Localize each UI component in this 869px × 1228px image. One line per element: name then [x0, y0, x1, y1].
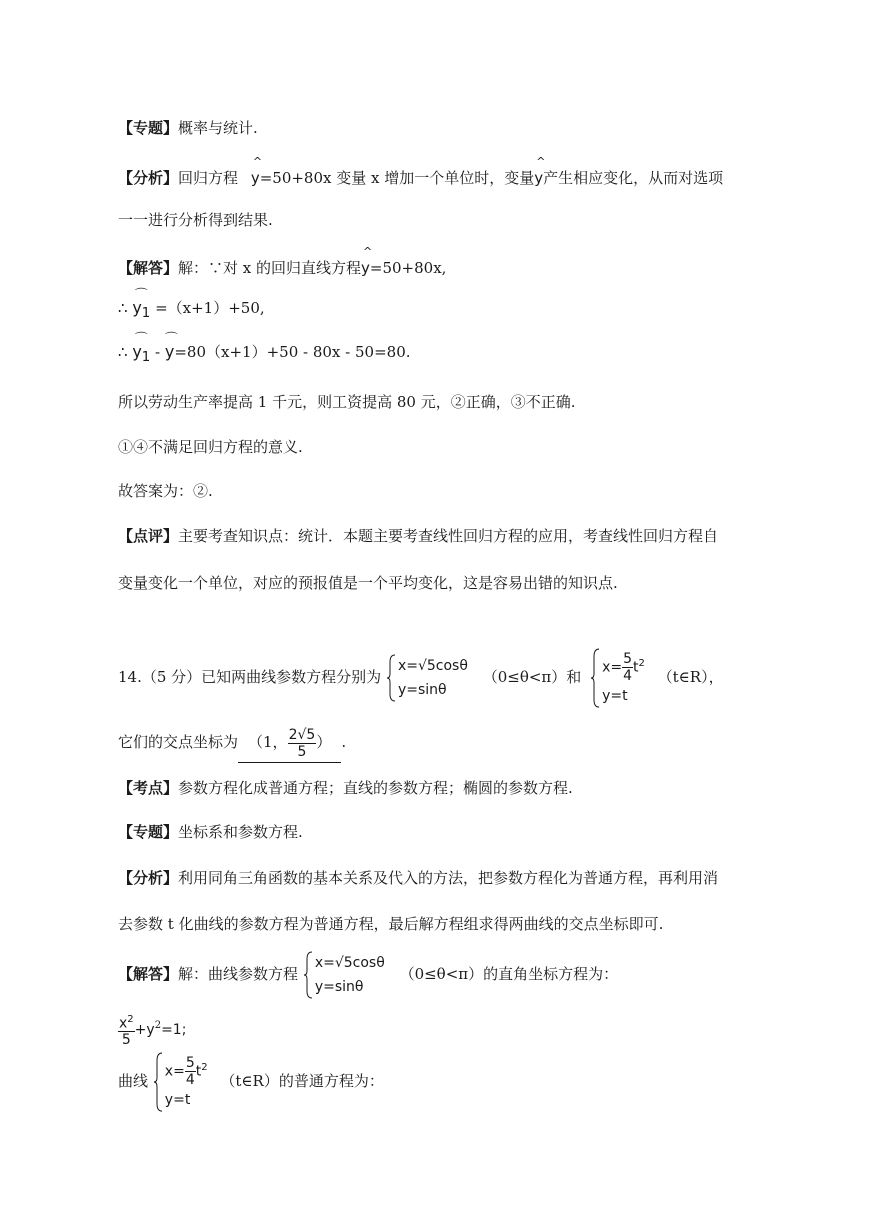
system-2-row-2: y=t: [602, 688, 628, 705]
solution2-range: （0≤θ<π）的直角坐标方程为：: [399, 965, 619, 983]
curve-label: 曲线: [118, 1072, 149, 1091]
topic-line-2: [118, 822, 303, 842]
ellipse-equation: $\frac{x^2}{5}$ $+y^2=1$;: [119, 1013, 187, 1049]
key-points-text: 参数方程化成普通方程；直线的参数方程；椭圆的参数方程.: [178, 779, 573, 797]
arc-mark: ⌒: [134, 288, 148, 303]
y-hat-2: ^ y: [534, 155, 546, 187]
analysis2-tag: 【分析】: [118, 869, 179, 887]
question-14: [118, 648, 724, 708]
analysis-line-2: [118, 210, 273, 230]
analysis-text-3: 一一进行分析得到结果.: [118, 211, 273, 229]
review-line-1: [118, 526, 718, 546]
analysis-text: 回归方程: [178, 169, 239, 187]
y-hat-3: ^ y: [361, 245, 373, 277]
solution2-line-1: [118, 950, 618, 999]
review-text-1: 主要考查知识点：统计．本题主要考查线性回归方程的应用，考查线性回归方程自: [178, 527, 719, 545]
analysis2-line-1: [118, 868, 718, 888]
therefore-symbol-2: ∴: [118, 343, 128, 361]
analysis-text-2: 产生相应变化，从而对选项: [543, 169, 724, 187]
topic-tag-2: 【专题】: [118, 823, 179, 841]
solution2-text: 解：曲线参数方程: [178, 965, 299, 983]
key-points-line: [118, 778, 573, 798]
y-hat: ^ y: [250, 155, 263, 187]
topic-line: [118, 118, 258, 138]
answer-blank: （1， $\frac{2√5}{5}$ ）: [238, 722, 341, 763]
brace-icon: [590, 648, 600, 708]
system-4-row-1: x= $\frac{5}{4}$ $t^2$: [164, 1055, 208, 1089]
analysis2-text-2: 去参数 t 化曲线的参数方程为普通方程，最后解方程组求得两曲线的交点坐标即可.: [118, 915, 664, 933]
range-2: （t∈R），: [657, 668, 724, 687]
analysis2-text-1: 利用同角三角函数的基本关系及代入的方法，把参数方程化为普通方程，再利用消: [178, 869, 719, 887]
analysis2-line-2: [118, 914, 663, 934]
topic-text: 概率与统计.: [178, 119, 258, 137]
system-2-row-1: x= $\frac{5}{4}$ $t^2$: [602, 651, 645, 685]
solution-line-5: ①④不满足回归方程的意义.: [118, 438, 303, 456]
analysis-tag: 【分析】: [118, 169, 179, 187]
curve-line: [118, 1052, 384, 1112]
brace-icon: [303, 951, 313, 999]
arc-mark: ⌒: [134, 332, 148, 347]
review-tag: 【点评】: [118, 527, 179, 545]
system-3-row-1: x=√5cosθ: [314, 955, 385, 971]
solution-line-2: [118, 288, 265, 324]
y1-hat-2: ⌒ $y_1$: [132, 332, 151, 366]
solution-line-6: 故答案为：②.: [118, 482, 213, 500]
y-hat-arc: ⌒ y: [164, 332, 178, 361]
brace-icon: [386, 654, 396, 702]
solution-text: 解：∵对 x 的回归直线方程: [178, 259, 362, 277]
range-1: （0≤θ<π）和: [482, 668, 582, 687]
solution-equation: =50+80x,: [369, 259, 447, 277]
solution-line-3-text: =80（x+1）+50 - 80x - 50=80.: [174, 343, 411, 361]
analysis-equation: =50+80x 变量 x 增加一个单位时，变量: [259, 169, 535, 187]
solution2-tag: 【解答】: [118, 965, 179, 983]
y1-hat: ⌒ $y_1$: [132, 288, 151, 322]
fraction-5-4: $\frac{5}{4}$: [623, 651, 632, 685]
question-14-prefix: 14.（5 分）已知两曲线参数方程分别为: [118, 668, 382, 687]
topic-tag: 【专题】: [118, 119, 179, 137]
solution-tag: 【解答】: [118, 259, 179, 277]
param-system-1: [386, 654, 468, 702]
system-1-row-2: y=sinθ: [397, 682, 447, 699]
param-system-2: [590, 648, 645, 708]
analysis-line-1: [118, 155, 724, 188]
review-text-2: 变量变化一个单位，对应的预报值是一个平均变化，这是容易出错的知识点.: [118, 574, 618, 592]
therefore-symbol: ∴: [118, 299, 128, 317]
topic-text-2: 坐标系和参数方程.: [178, 823, 303, 841]
param-system-4: [153, 1052, 208, 1112]
x2-over-5: $\frac{x^2}{5}$: [119, 1013, 134, 1049]
arc-mark: ⌒: [164, 332, 178, 347]
key-points-tag: 【考点】: [118, 779, 179, 797]
solution-line-2-text: =（x+1）+50,: [155, 299, 265, 317]
curve-range: （t∈R）的普通方程为：: [220, 1072, 384, 1091]
solution-line-3: [118, 332, 411, 368]
minus-sign: -: [150, 343, 165, 361]
answer-fraction: $\frac{2√5}{5}$: [288, 726, 316, 760]
review-line-2: [118, 573, 618, 593]
system-1-row-1: x=√5cosθ: [397, 658, 468, 675]
fraction-5-4-b: $\frac{5}{4}$: [185, 1055, 195, 1089]
solution-line-1: [118, 245, 447, 278]
solution-line-4: 所以劳动生产率提高 1 千元，则工资提高 80 元，②正确，③不正确.: [118, 393, 576, 411]
answer-prefix: 它们的交点坐标为: [118, 733, 239, 751]
system-3-row-2: y=sinθ: [314, 979, 364, 995]
param-system-3: [303, 951, 385, 999]
brace-icon: [153, 1052, 163, 1112]
question-14-answer-line: 它们的交点坐标为 （1， $\frac{2√5}{5}$ ） .: [118, 722, 346, 763]
system-4-row-2: y=t: [164, 1092, 191, 1109]
